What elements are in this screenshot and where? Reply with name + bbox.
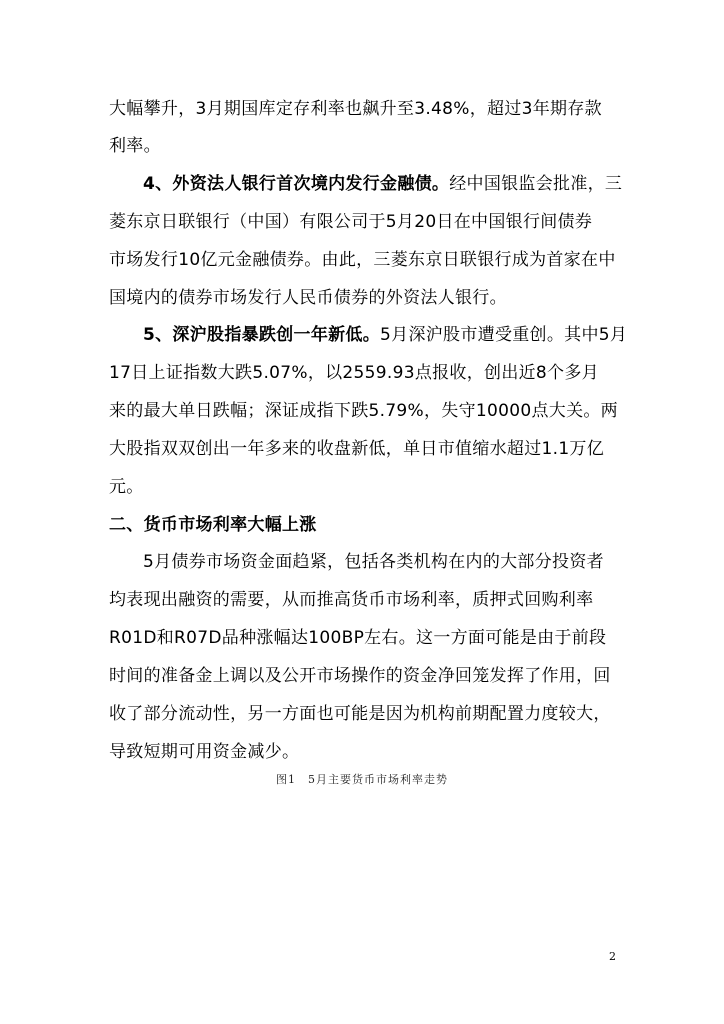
paragraph-line: 市场发行10亿元金融债券。由此，三菱东京日联银行成为首家在中: [109, 250, 616, 270]
paragraph-line: 导致短期可用资金减少。: [109, 742, 300, 762]
item4-first-line: [143, 172, 622, 196]
paragraph-line: 利率。: [109, 136, 161, 156]
paragraph-line: 收了部分流动性，另一方面也可能是因为机构前期配置力度较大，: [109, 704, 611, 724]
item4-heading: 4、外资法人银行首次境内发行金融债。: [143, 174, 450, 194]
paragraph-line: 时间的准备金上调以及公开市场操作的资金净回笼发挥了作用，回: [109, 666, 611, 686]
item5-heading: 5、深沪股指暴跌创一年新低。: [143, 325, 381, 345]
figure-caption: 图1 5月主要货币市场利率走势: [276, 773, 448, 786]
paragraph-line: 菱东京日联银行（中国）有限公司于5月20日在中国银行间债券: [109, 212, 593, 232]
paragraph-line: 17日上证指数大跌5.07%，以2559.93点报收，创出近8个多月: [109, 363, 599, 383]
paragraph-line: 来的最大单日跌幅；深证成指下跌5.79%，失守10000点大关。两: [109, 401, 618, 421]
paragraph-line: R01D和R07D品种涨幅达100BP左右。这一方面可能是由于前段: [109, 628, 607, 648]
page-number: 2: [609, 950, 616, 963]
item4-text: 经中国银监会批准，三: [449, 174, 623, 194]
item5-first-line: [143, 323, 627, 347]
paragraph-line: 大幅攀升，3月期国库定存利率也飙升至3.48%，超过3年期存款: [109, 99, 602, 119]
item5-text: 5月深沪股市遭受重创。其中5月: [380, 325, 628, 345]
paragraph-line: 元。: [109, 477, 144, 497]
paragraph-line: 均表现出融资的需要，从而推高货币市场利率，质押式回购利率: [109, 590, 594, 610]
paragraph-line: 国境内的债券市场发行人民币债券的外资法人银行。: [109, 288, 507, 308]
paragraph-line: 5月债券市场资金面趋紧，包括各类机构在内的大部分投资者: [143, 552, 604, 572]
paragraph-line: 大股指双双创出一年多来的收盘新低，单日市值缩水超过1.1万亿: [109, 439, 605, 459]
section-heading: 二、货币市场利率大幅上涨: [109, 515, 317, 535]
